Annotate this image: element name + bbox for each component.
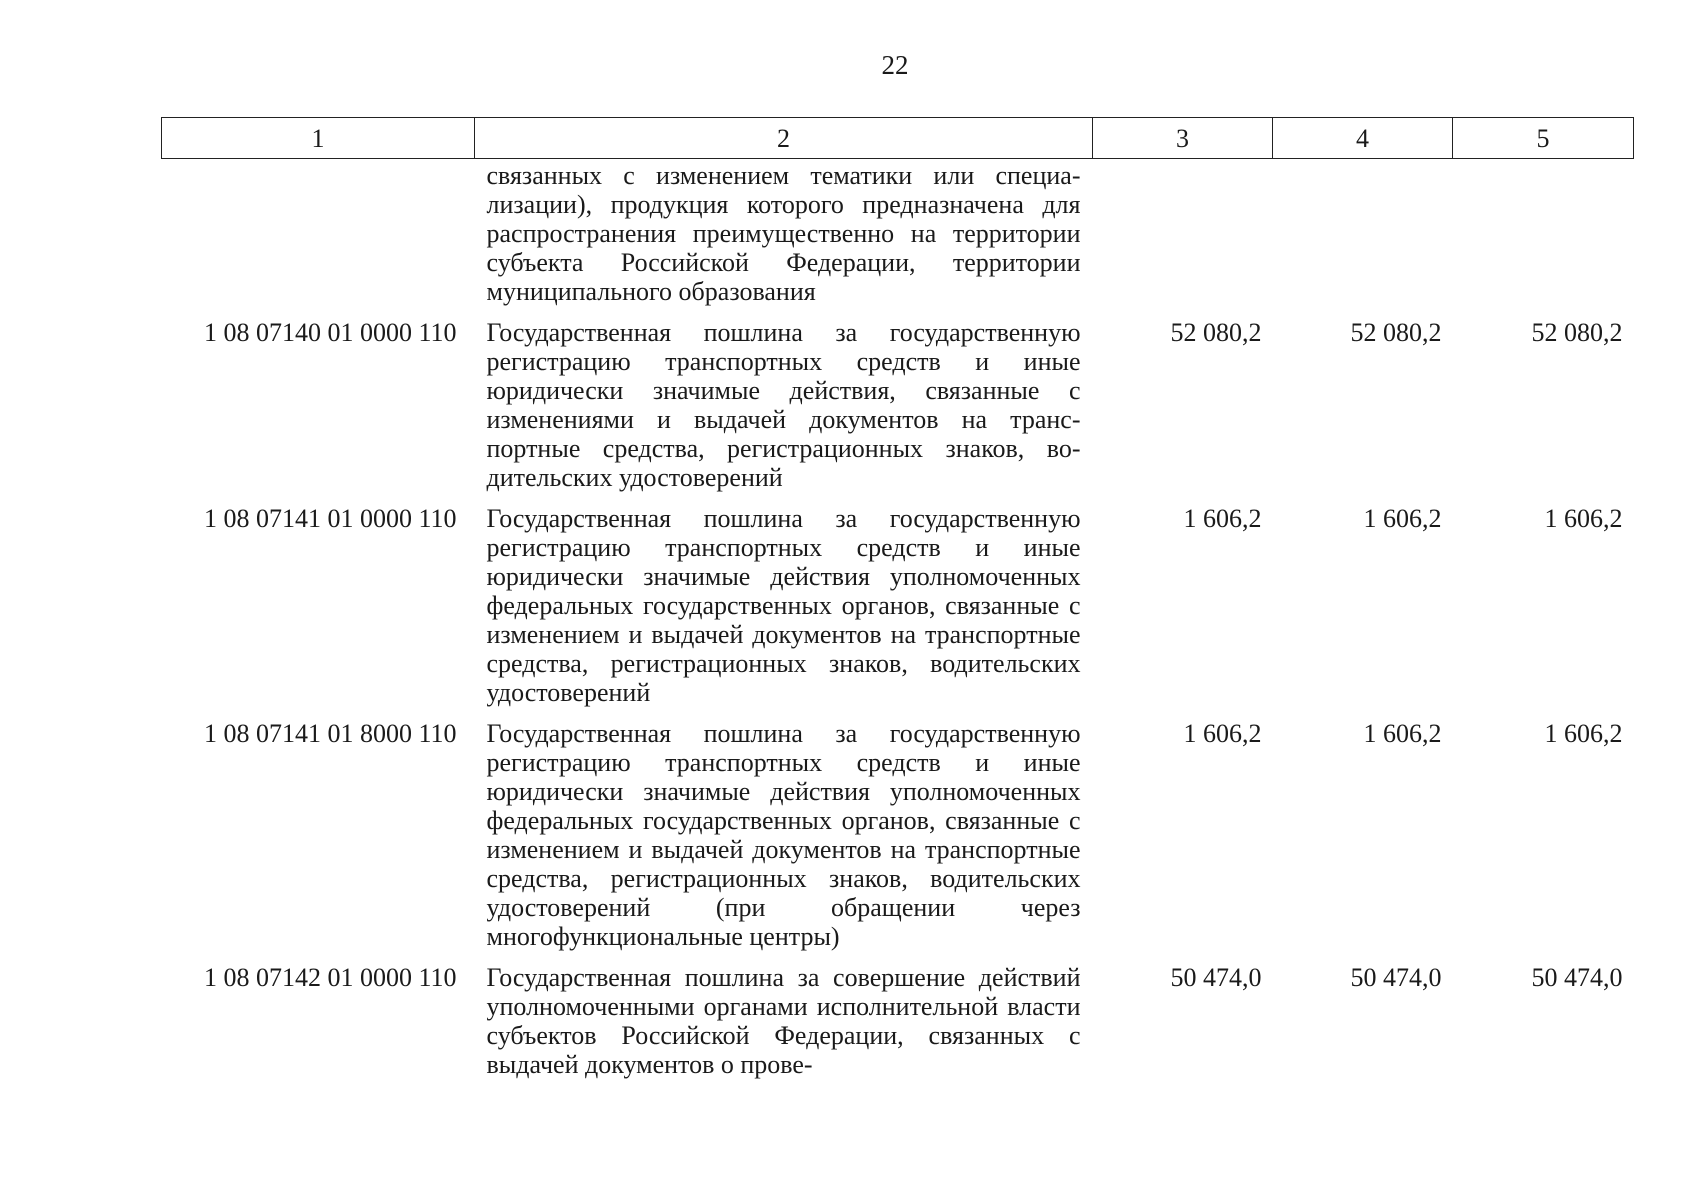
row-value-col-3 (1093, 159, 1273, 319)
row-value-col-4: 1 606,2 (1363, 719, 1442, 748)
budget-table (161, 117, 1634, 1091)
row-value-col-4: 1 606,2 (1363, 504, 1442, 533)
row-description: Государственная пошлина за совершение действий уполномоченными органами исполнительной власти субъектов Российской Федерации, связанных с выдачей документов о прове- (486, 963, 1081, 1079)
header-col-1: 1 (162, 118, 475, 159)
table-row (162, 504, 1634, 719)
row-description: Государственная пошлина за государственную регистрацию транспортных средств и иные юридически значимые действия, связанные с изменениями и выдачей документов на транспортные средства, регистрационных знаков, водительских удостоверений (486, 318, 1081, 492)
table-header-row (162, 118, 1634, 159)
row-value-col-3: 50 474,0 (1170, 963, 1262, 992)
row-value-col-3: 1 606,2 (1183, 504, 1262, 533)
header-col-3: 3 (1093, 118, 1273, 159)
header-col-4: 4 (1273, 118, 1453, 159)
row-value-col-3: 1 606,2 (1183, 719, 1262, 748)
row-description: связанных с изменением тематики или специализации), продукция которого предназначена для распространения преимущественно на территории субъекта Российской Федерации, территории муниципального образования (486, 161, 1081, 306)
page-number: 22 (881, 50, 909, 80)
row-code: 1 08 07142 01 0000 110 (203, 963, 457, 992)
header-col-2: 2 (475, 118, 1093, 159)
table-row (162, 318, 1634, 504)
row-code: 1 08 07141 01 0000 110 (203, 504, 457, 533)
row-code (162, 159, 475, 319)
row-value-col-5: 50 474,0 (1531, 963, 1623, 992)
row-value-col-5: 52 080,2 (1531, 318, 1623, 347)
row-value-col-4 (1273, 159, 1453, 319)
row-code: 1 08 07140 01 0000 110 (203, 318, 457, 347)
budget-table-page (161, 117, 1633, 1091)
row-value-col-4: 52 080,2 (1350, 318, 1442, 347)
row-description: Государственная пошлина за государственную регистрацию транспортных средств и иные юридически значимые действия уполномоченных федеральных государственных органов, связанные с изменением и выдачей документов на транспортные средства, регистрационных знаков, водительских удостоверений (при обращении через многофункциональные центры) (486, 719, 1081, 951)
row-code: 1 08 07141 01 8000 110 (203, 719, 457, 748)
row-value-col-5: 1 606,2 (1544, 504, 1623, 533)
row-value-col-5: 1 606,2 (1544, 719, 1623, 748)
header-col-5: 5 (1453, 118, 1634, 159)
table-row (162, 159, 1634, 319)
row-description: Государственная пошлина за государственную регистрацию транспортных средств и иные юридически значимые действия уполномоченных федеральных государственных органов, связанные с изменением и выдачей документов на транспортные средства, регистрационных знаков, водительских удостоверений (486, 504, 1081, 707)
row-value-col-4: 50 474,0 (1350, 963, 1442, 992)
table-row (162, 719, 1634, 963)
row-value-col-5 (1453, 159, 1634, 319)
table-row (162, 963, 1634, 1091)
row-value-col-3: 52 080,2 (1170, 318, 1262, 347)
